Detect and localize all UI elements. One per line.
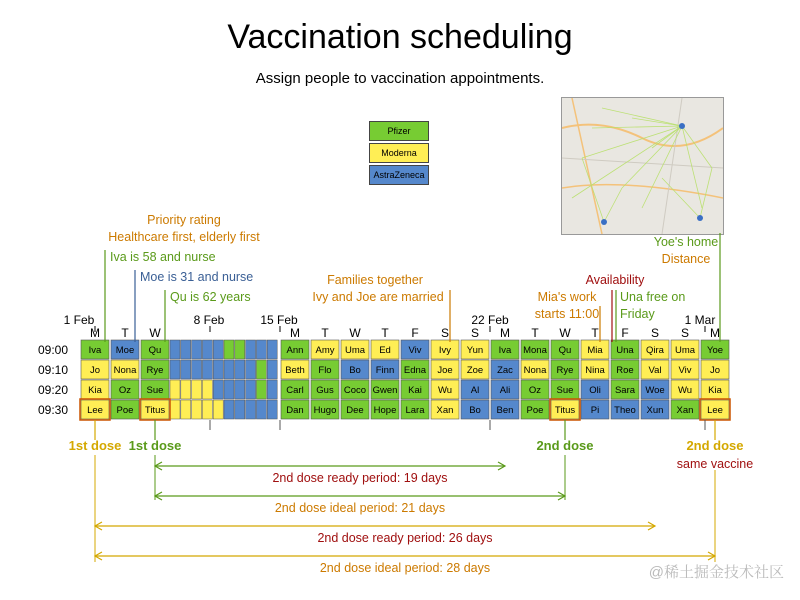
person-name: Mona: [523, 345, 547, 356]
slot-cell: [224, 380, 234, 399]
period-label: 2nd dose ideal period: 28 days: [319, 561, 491, 575]
person-name: Ann: [286, 345, 304, 356]
person-name: Rye: [556, 365, 574, 376]
annotation-yoe: Yoe's home: [653, 235, 719, 249]
person-name: Pi: [590, 405, 600, 416]
day-letter: S: [470, 326, 480, 340]
day-letter: W: [559, 326, 571, 340]
annotation-priority: Priority rating: [147, 213, 221, 227]
slot-cell: [202, 340, 212, 359]
person-name: Moe: [115, 345, 135, 356]
slot-cell: [235, 400, 245, 419]
slot-cell: [181, 400, 191, 419]
person-name: Sue: [556, 385, 574, 396]
person-name: Wu: [437, 385, 453, 396]
second-dose-label: 2nd dose: [536, 438, 594, 453]
annotation-iva: Iva is 58 and nurse: [110, 250, 216, 264]
slot-cell: [213, 360, 223, 379]
time-label: 09:30: [37, 403, 69, 417]
person-name: Qira: [646, 345, 664, 356]
slot-cell: [267, 340, 277, 359]
day-letter: M: [710, 326, 720, 340]
person-name: Wu: [677, 385, 693, 396]
person-name: Al: [470, 385, 480, 396]
person-name: Uma: [674, 345, 696, 356]
person-name: Beth: [285, 365, 305, 376]
slot-cell: [256, 340, 266, 359]
annotation-priority-detail: Healthcare first, elderly first: [108, 230, 260, 244]
person-name: Dee: [346, 405, 364, 416]
slot-cell: [181, 380, 191, 399]
person-name: Uma: [344, 345, 366, 356]
person-name: Yun: [466, 345, 484, 356]
person-name: Rye: [146, 365, 164, 376]
annotation-availability: Availability: [585, 273, 645, 287]
slot-cell: [235, 360, 245, 379]
date-label: 15 Feb: [260, 313, 298, 327]
day-letter: F: [621, 326, 629, 340]
legend-astrazeneca: AstraZeneca: [369, 165, 429, 185]
person-name: Kia: [708, 385, 722, 396]
person-name: Nona: [113, 365, 137, 376]
person-name: Oz: [528, 385, 542, 396]
person-name: Dan: [286, 405, 304, 416]
person-name: Coco: [343, 385, 367, 396]
legend-moderna: Moderna: [369, 143, 429, 163]
slot-cell: [181, 340, 191, 359]
person-name: Yoe: [706, 345, 724, 356]
period-label: 2nd dose ideal period: 21 days: [274, 501, 446, 515]
day-letter: W: [149, 326, 161, 340]
person-name: Ed: [379, 345, 391, 356]
slot-cell: [256, 400, 266, 419]
day-letter: M: [90, 326, 100, 340]
first-dose-label: 1st dose: [128, 438, 182, 453]
watermark: @稀土掘金技术社区: [648, 564, 784, 581]
day-letter: T: [321, 326, 329, 340]
slot-cell: [246, 400, 256, 419]
person-name: Val: [648, 365, 662, 376]
slot-cell: [246, 340, 256, 359]
day-letter: S: [680, 326, 690, 340]
slot-cell: [246, 380, 256, 399]
slot-cell: [224, 360, 234, 379]
person-name: Oli: [589, 385, 601, 396]
annotation-una-detail: Friday: [620, 307, 655, 321]
slot-cell: [170, 360, 180, 379]
date-label: 1 Feb: [63, 313, 95, 327]
person-name: Mia: [587, 345, 603, 356]
date-label: 8 Feb: [193, 313, 225, 327]
first-dose-label: 1st dose: [68, 438, 122, 453]
slot-cell: [224, 400, 234, 419]
day-letter: F: [411, 326, 419, 340]
person-name: Finn: [375, 365, 395, 376]
person-name: Una: [616, 345, 634, 356]
person-name: Ivy: [438, 345, 452, 356]
person-name: Titus: [144, 405, 166, 416]
slot-cell: [224, 340, 234, 359]
person-name: Bo: [469, 405, 481, 416]
person-name: Xan: [676, 405, 694, 416]
person-name: Theo: [614, 405, 636, 416]
person-name: Lara: [405, 405, 425, 416]
person-name: Lee: [87, 405, 103, 416]
day-letter: T: [531, 326, 539, 340]
person-name: Kai: [408, 385, 422, 396]
slot-cell: [267, 400, 277, 419]
day-letter: M: [290, 326, 300, 340]
slot-cell: [202, 400, 212, 419]
slot-cell: [192, 360, 202, 379]
person-name: Bo: [349, 365, 361, 376]
annotation-moe: Moe is 31 and nurse: [140, 270, 254, 284]
person-name: Viv: [408, 345, 422, 356]
person-name: Poe: [116, 405, 134, 416]
annotation-families-detail: Ivy and Joe are married: [312, 290, 444, 304]
slot-cell: [192, 340, 202, 359]
person-name: Zoe: [466, 365, 484, 376]
person-name: Edna: [403, 365, 427, 376]
slot-cell: [213, 380, 223, 399]
person-name: Gwen: [372, 385, 398, 396]
time-label: 09:20: [37, 383, 69, 397]
person-name: Iva: [88, 345, 102, 356]
person-name: Hope: [373, 405, 397, 416]
slot-cell: [235, 380, 245, 399]
person-name: Ben: [496, 405, 514, 416]
person-name: Oz: [118, 385, 132, 396]
slot-cell: [170, 340, 180, 359]
time-label: 09:10: [37, 363, 69, 377]
person-name: Xan: [436, 405, 454, 416]
second-dose-label: 2nd dose: [686, 438, 744, 453]
person-name: Hugo: [313, 405, 337, 416]
person-name: Flo: [318, 365, 332, 376]
annotation-distance: Distance: [661, 252, 711, 266]
day-letter: T: [381, 326, 389, 340]
date-label: 1 Mar: [684, 313, 716, 327]
person-name: Woe: [645, 385, 665, 396]
person-name: Carl: [286, 385, 304, 396]
annotation-mia-detail: starts 11:00: [534, 307, 600, 321]
day-letter: T: [591, 326, 599, 340]
slot-cell: [267, 360, 277, 379]
slot-cell: [181, 360, 191, 379]
person-name: Sue: [146, 385, 164, 396]
person-name: Sara: [614, 385, 636, 396]
person-name: Gus: [316, 385, 334, 396]
page-subtitle: Assign people to vaccination appointments.: [255, 70, 545, 87]
slot-cell: [256, 360, 266, 379]
annotation-una: Una free on: [620, 290, 686, 304]
period-label: 2nd dose ready period: 26 days: [317, 531, 493, 545]
person-name: Joe: [437, 365, 453, 376]
same-vaccine-label: same vaccine: [676, 457, 754, 471]
slot-cell: [213, 400, 223, 419]
slot-cell: [202, 360, 212, 379]
person-name: Xun: [646, 405, 664, 416]
time-label: 09:00: [37, 343, 69, 357]
person-name: Poe: [526, 405, 544, 416]
day-letter: T: [121, 326, 129, 340]
day-letter: S: [440, 326, 450, 340]
slot-cell: [256, 380, 266, 399]
person-name: Qu: [148, 345, 162, 356]
page-title: Vaccination scheduling: [227, 18, 573, 56]
person-name: Iva: [498, 345, 512, 356]
person-name: Nina: [585, 365, 605, 376]
date-label: 22 Feb: [471, 313, 509, 327]
day-letter: S: [650, 326, 660, 340]
slot-cell: [170, 400, 180, 419]
person-name: Qu: [558, 345, 572, 356]
person-name: Zac: [497, 365, 513, 376]
annotation-qu: Qu is 62 years: [170, 290, 251, 304]
day-letter: M: [500, 326, 510, 340]
slot-cell: [192, 380, 202, 399]
person-name: Jo: [709, 365, 721, 376]
person-name: Titus: [554, 405, 576, 416]
slot-cell: [192, 400, 202, 419]
person-name: Amy: [315, 345, 335, 356]
slot-cell: [202, 380, 212, 399]
slot-cell: [246, 360, 256, 379]
annotation-mia: Mia's work: [537, 290, 597, 304]
period-label: 2nd dose ready period: 19 days: [272, 471, 448, 485]
slot-cell: [170, 380, 180, 399]
annotation-families: Families together: [327, 273, 423, 287]
person-name: Viv: [678, 365, 692, 376]
person-name: Ali: [499, 385, 511, 396]
person-name: Lee: [707, 405, 723, 416]
person-name: Kia: [88, 385, 102, 396]
legend-pfizer: Pfizer: [369, 121, 429, 141]
person-name: Jo: [89, 365, 101, 376]
person-name: Nona: [523, 365, 547, 376]
slot-cell: [213, 340, 223, 359]
day-letter: W: [349, 326, 361, 340]
person-name: Roe: [616, 365, 634, 376]
slot-cell: [267, 380, 277, 399]
slot-cell: [235, 340, 245, 359]
